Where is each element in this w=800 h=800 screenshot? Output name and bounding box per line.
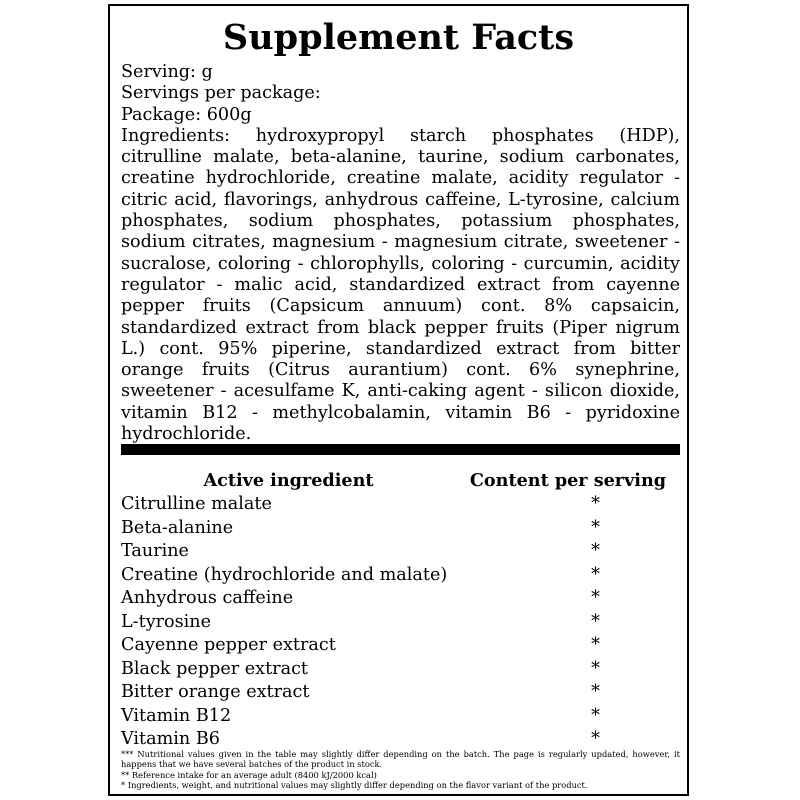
ingredient-amount: * [591, 611, 600, 632]
ingredient-name: Taurine [121, 541, 189, 561]
table-row [121, 611, 680, 635]
table-row [121, 681, 680, 705]
ingredient-name: Vitamin B12 [121, 705, 232, 726]
ingredient-name: L-tyrosine [121, 611, 212, 632]
table-row [121, 634, 680, 658]
footnotes [121, 749, 680, 791]
table-row [121, 705, 680, 729]
ingredient-name: Cayenne pepper extract [121, 635, 336, 655]
header-content-per-serving: Content per serving [469, 470, 667, 491]
ingredient-amount: * [591, 705, 600, 726]
table-header [121, 469, 680, 493]
active-ingredients-table [121, 469, 680, 752]
ingredient-name: Beta-alanine [121, 517, 234, 538]
footnote-reference-intake: ** Reference intake for an average adult (8400 kJ/2000 kcal) [121, 769, 377, 780]
header-active-ingredient: Active ingredient [203, 470, 374, 491]
table-row [121, 728, 680, 752]
ingredient-name: Anhydrous caffeine [121, 588, 294, 608]
footnote-batch: *** Nutritional values given in the table may slightly differ depending on the batch. The page is regularly updated, however, it happens that we have several batches of the product in stock. [121, 749, 680, 770]
table-row [121, 540, 680, 564]
table-row [121, 493, 680, 517]
ingredient-amount: * [591, 658, 600, 679]
product-info [121, 62, 680, 445]
ingredient-name: Bitter orange extract [121, 682, 310, 702]
table-row [121, 658, 680, 682]
ingredient-amount: * [591, 517, 600, 538]
ingredient-name: Vitamin B6 [121, 729, 220, 749]
ingredients-list: Ingredients: hydroxypropyl starch phosphates (HDP), citrulline malate, beta-alanine, taurine, sodium carbonates, creatine hydrochloride, creatine malate, acidity regulator - citric acid, flavorings, anhydrous caffeine, L-tyrosine, calcium phosphates, sodium phosphates, potassium phosphates, sodium citrates, magnesium - magnesium citrate, sweetener - sucralose, coloring - chlorophylls, coloring - curcumin, acidity regulator - malic acid, standardized extract from cayenne pepper fruits (Capsicum annuum) cont. 8% capsaicin, standardized extract from black pepper fruits (Piper nigrum L.) cont. 95% piperine, standardized extract from bitter orange fruits (Citrus aurantium) cont. 6% synephrine, sweetener - acesulfame K, anti-caking agent - silicon dioxide, vitamin B12 - methylcobalamin, vitamin B6 - pyridoxine hydrochloride. [121, 125, 680, 445]
table-row [121, 587, 680, 611]
section-divider [121, 444, 680, 455]
package-size: Package: 600g [121, 104, 252, 125]
supplement-facts-label [108, 4, 689, 796]
footnote-flavor-variant: * Ingredients, weight, and nutritional values may slightly differ depending on the flavor variant of the product. [121, 780, 588, 791]
ingredient-amount: * [591, 541, 600, 561]
ingredient-name: Creatine (hydrochloride and malate) [121, 564, 448, 585]
ingredient-name: Citrulline malate [121, 494, 272, 514]
ingredient-amount: * [591, 588, 600, 608]
serving-size: Serving: g [121, 62, 213, 82]
table-row [121, 564, 680, 588]
ingredient-amount: * [591, 729, 600, 749]
ingredient-amount: * [591, 564, 600, 585]
ingredient-amount: * [591, 494, 600, 514]
ingredient-amount: * [591, 682, 600, 702]
ingredient-name: Black pepper extract [121, 658, 308, 679]
table-row [121, 517, 680, 541]
servings-per-package: Servings per package: [121, 83, 321, 104]
ingredient-amount: * [591, 635, 600, 655]
label-title: Supplement Facts [222, 17, 575, 58]
